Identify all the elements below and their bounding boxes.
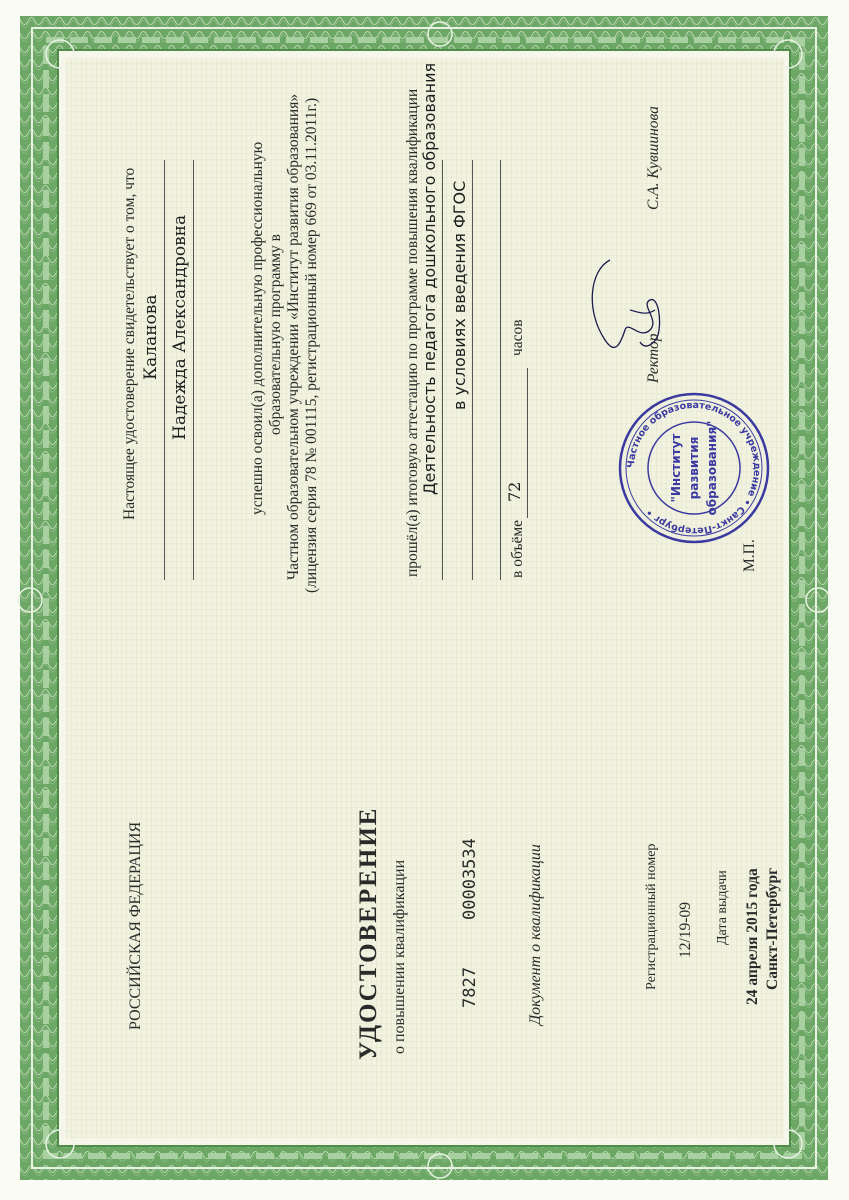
surname-value: Каланова <box>141 294 161 380</box>
rector-signature <box>580 250 670 360</box>
volume-line <box>527 368 528 518</box>
completed-line-2: образовательную программу в <box>267 234 284 435</box>
completed-line-1: успешно освоил(а) дополнительную профессиональную <box>249 141 266 515</box>
institution-seal <box>614 388 774 548</box>
rector-label: Ректор <box>645 333 662 383</box>
program-line-1: Деятельность педагога дошкольного образования <box>420 62 439 495</box>
seal-center-line-1: "Институт <box>669 433 683 503</box>
surname-line <box>164 160 165 580</box>
intro-text: Настоящее удостоверение свидетельствует о том, что <box>121 167 138 520</box>
stamp-label: М.П. <box>741 539 758 572</box>
hours-label: часов <box>509 319 526 356</box>
program-line-2-rule <box>472 160 473 580</box>
country-text: РОССИЙСКАЯ ФЕДЕРАЦИЯ <box>127 821 144 1030</box>
city-text: Санкт-Петербург <box>764 867 781 990</box>
seal-ring-text: Частное образовательное учреждение • Санкт-Петербург • <box>625 399 763 537</box>
program-line-1-rule <box>442 160 443 580</box>
volume-value: 72 <box>505 481 524 502</box>
institution-text: Частном образовательном учреждении «Институт развития образования» <box>285 93 302 580</box>
certificate-title: УДОСТОВЕРЕНИЕ <box>355 806 382 1060</box>
issue-date: 24 апреля 2015 года <box>744 868 761 1005</box>
registration-label: Регистрационный номер <box>644 843 659 990</box>
seal-center-line-2: развития <box>687 436 701 500</box>
name-line <box>193 160 194 580</box>
seal-center-line-3: образования" <box>705 420 719 516</box>
issue-date-label: Дата выдачи <box>715 870 730 945</box>
volume-label: в объёме <box>509 519 526 578</box>
blank-line <box>500 160 501 580</box>
passed-text: прошёл(а) итоговую аттестацию по программе повышения квалификации <box>404 88 421 577</box>
series-number: 7827 <box>460 967 480 1008</box>
document-type-text: Документ о квалификации <box>527 844 544 1025</box>
license-text: (лицензия серия 78 № 001115, регистрационный номер 669 от 03.11.2011г.) <box>303 97 320 593</box>
certificate-number: 00003534 <box>460 838 480 920</box>
rector-name: С.А. Кувшинова <box>645 106 662 210</box>
name-value: Надежда Александровна <box>170 214 190 440</box>
program-line-2: в условиях введения ФГОС <box>450 180 469 410</box>
registration-number: 12/19-09 <box>677 902 694 958</box>
certificate-subtitle: о повышении квалификации <box>391 859 408 1054</box>
